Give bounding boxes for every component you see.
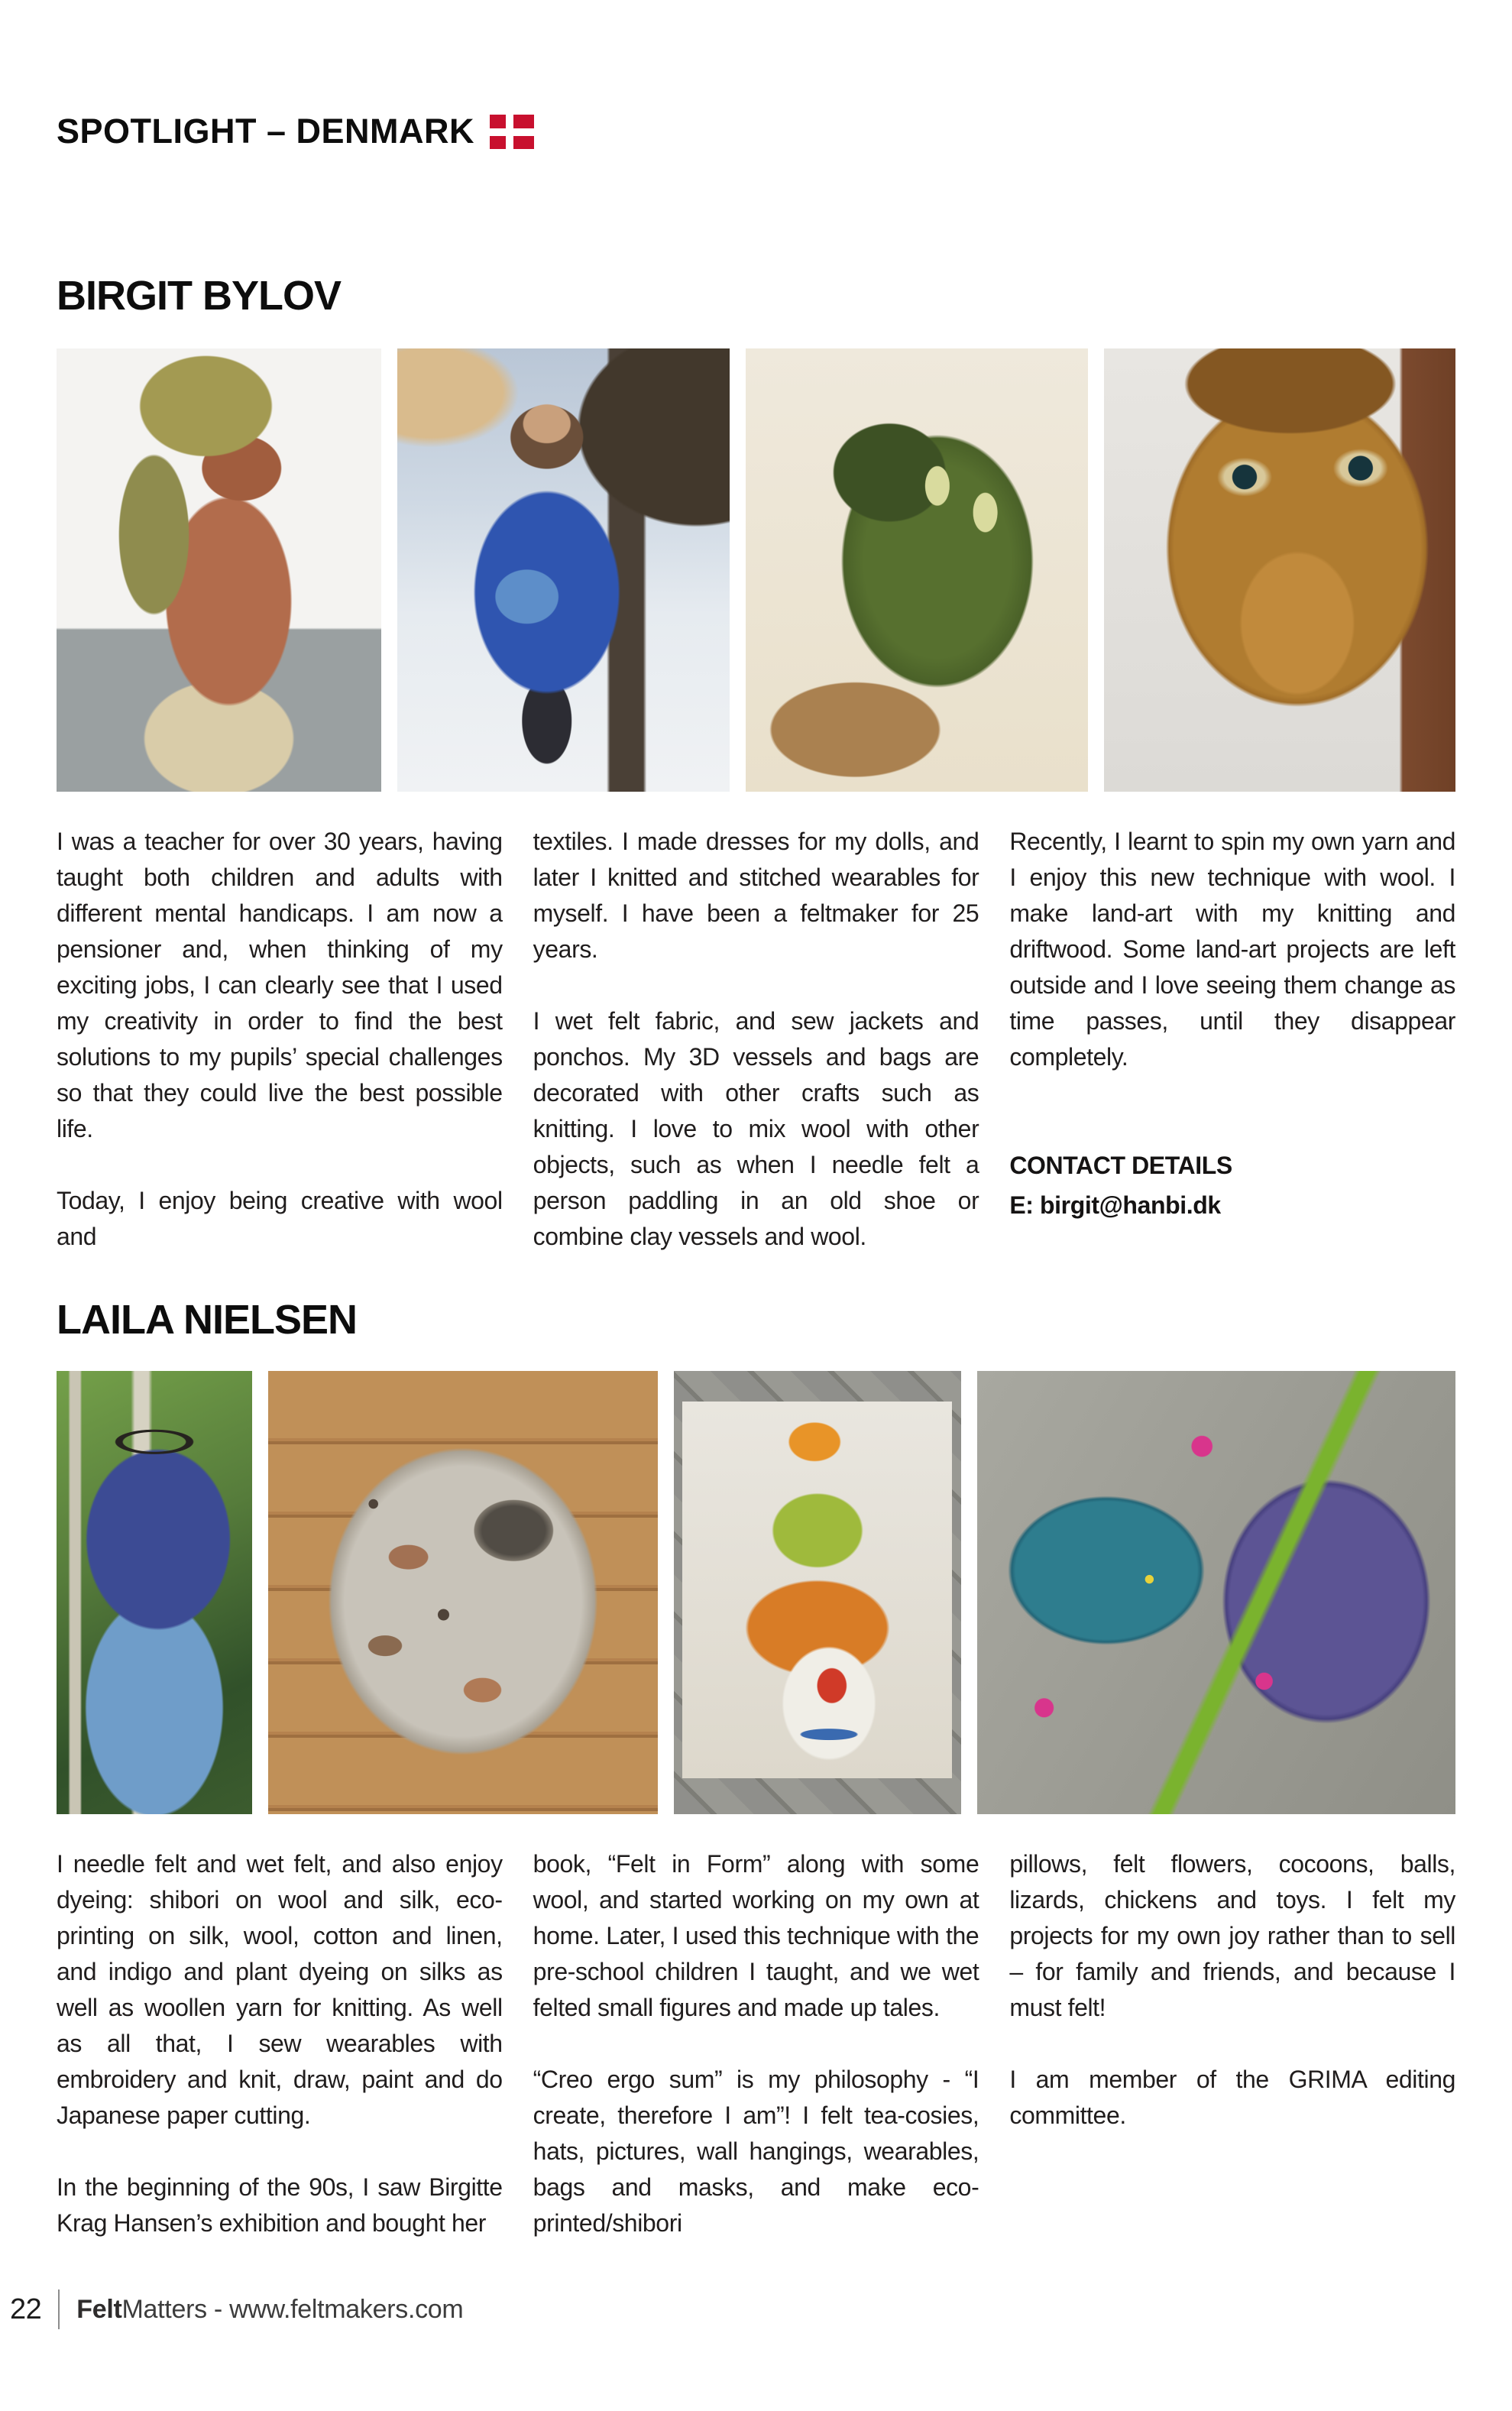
section-label: SPOTLIGHT – DENMARK [57,112,475,151]
article-text-laila [57,1846,1455,2241]
photo-row-laila [57,1371,1455,1814]
denmark-flag-icon [490,115,534,149]
photo-birgit-ochre-troll [1104,348,1455,792]
photo-birgit-snow-coat [397,348,730,792]
body-paragraph: Recently, I learnt to spin my own yarn and I enjoy this new technique with wool. I make land-art with my knitting and driftwood. Some land-art projects are left outside and I love seeing them change as time passes, until they disappear completely. [1009,828,1456,1071]
body-paragraph: “Creo ergo sum” is my philosophy - “I create, therefore I am”! I felt tea-cosies, hats, pictures, wall hangings, wearables, bags and masks, and make eco-printed/shibori [533,2066,979,2237]
body-paragraph: textiles. I made dresses for my dolls, and later I knitted and stitched wearables for myself. I have been a feltmaker for 25 years. [533,828,979,963]
photo-birgit-green-troll [746,348,1088,792]
birgit-column-3 [1009,824,1455,1255]
section-header [57,112,534,151]
body-paragraph: In the beginning of the 90s, I saw Birgitte Krag Hansen’s exhibition and bought her [57,2173,503,2237]
contact-heading: CONTACT DETAILS [1009,1152,1232,1179]
magazine-title-rest: Matters - www.feltmakers.com [121,2294,464,2324]
body-paragraph: I was a teacher for over 30 years, having taught both children and adults with different mental handicaps. I am now a pensioner and, when thinking of my exciting jobs, I can clearly see that I used my creativity in order to find the best solutions to my pupils’ special challenges so that they could live the best possible life. [57,828,503,1142]
article-text-birgit [57,824,1455,1255]
contact-email: E: birgit@hanbi.dk [1009,1191,1221,1219]
birgit-column-1 [57,824,503,1255]
contact-details [1009,1146,1455,1225]
birgit-column-2 [533,824,979,1255]
laila-column-3 [1009,1846,1455,2241]
photo-laila-felted-lizards [977,1371,1455,1814]
body-paragraph: I am member of the GRIMA editing committee. [1009,2066,1456,2129]
photo-laila-felted-vessel [268,1371,658,1814]
body-paragraph: I wet felt fabric, and sew jackets and ponchos. My 3D vessels and bags are decorated with other crafts such as knitting. I love to mix wool with other objects, such as when I needle felt a person paddling in an old shoe or combine clay vessels and wool. [533,1007,979,1250]
photo-laila-wall-hanging [674,1371,961,1814]
laila-column-2 [533,1846,979,2241]
laila-column-1 [57,1846,503,2241]
body-paragraph: book, “Felt in Form” along with some wool, and started working on my own at home. Later, I used this technique with the pre-school children I taught, and we wet felted small figures and made up tales. [533,1850,979,2021]
photo-laila-blue-dress [57,1371,252,1814]
photo-row-birgit [57,348,1455,792]
footer-divider [58,2289,60,2329]
magazine-title-bold: Felt [76,2294,122,2324]
page-footer [10,2289,463,2329]
page-number: 22 [10,2293,42,2325]
profile-name-birgit: BIRGIT BYLOV [57,273,342,319]
body-paragraph: Today, I enjoy being creative with wool and [57,1187,503,1250]
body-paragraph: pillows, felt flowers, cocoons, balls, lizards, chickens and toys. I felt my projects for my own joy rather than to sell – for family and friends, and because I must felt! [1009,1850,1456,2021]
profile-name-laila: LAILA NIELSEN [57,1297,358,1343]
photo-birgit-felted-figure [57,348,381,792]
magazine-title [76,2295,463,2325]
body-paragraph: I needle felt and wet felt, and also enjoy dyeing: shibori on wool and silk, eco-printing on silk, wool, cotton and linen, and indigo and plant dyeing on silks as well as woollen yarn for knitting. As well as all that, I sew wearables with embroidery and knit, draw, paint and do Japanese paper cutting. [57,1850,503,2129]
